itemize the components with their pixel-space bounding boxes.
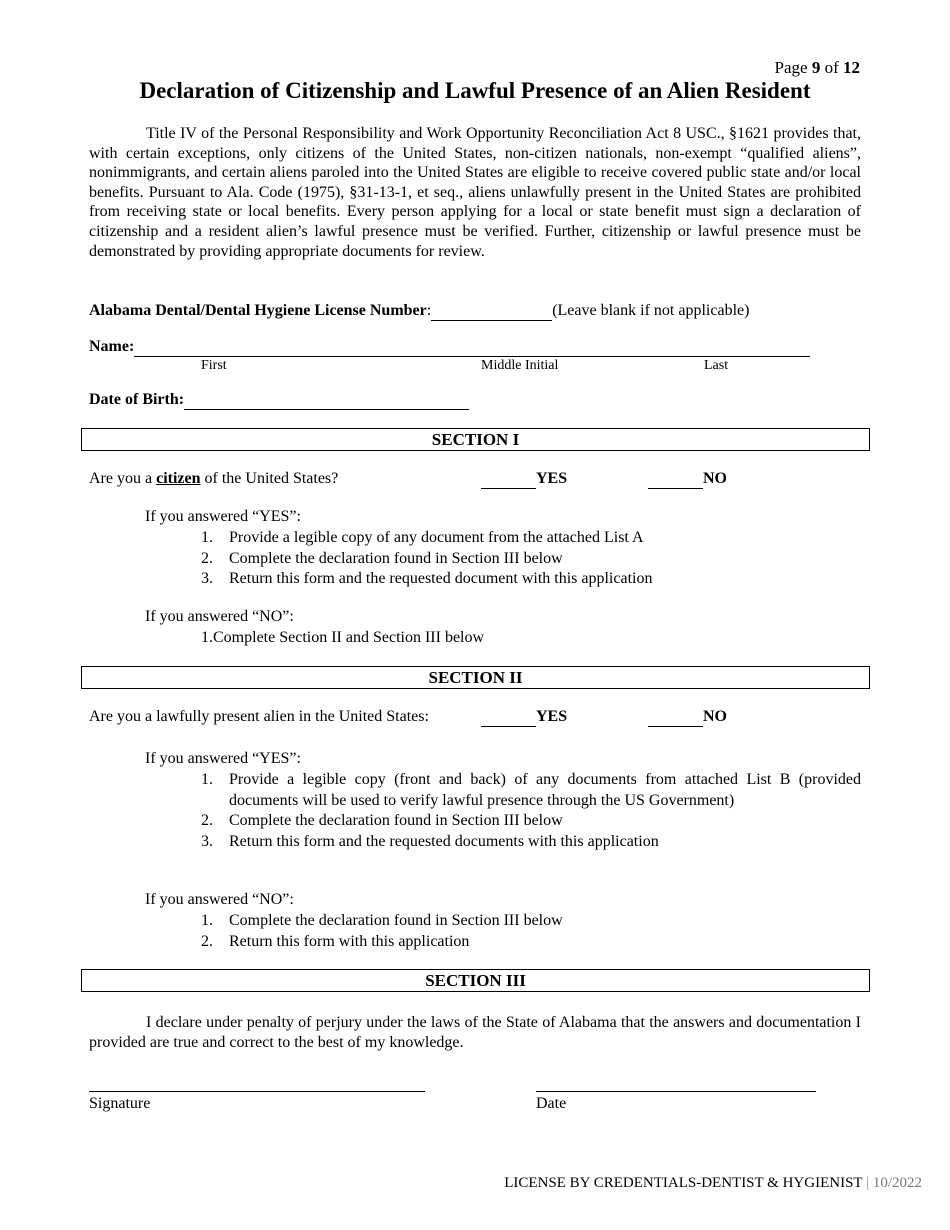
license-label: Alabama Dental/Dental Hygiene License Number (89, 302, 427, 319)
item-text: Provide a legible copy of any document from the attached List A (229, 529, 644, 546)
item-text: Return this form and the requested documents with this application (229, 832, 659, 850)
footer-date: 10/2022 (872, 1175, 922, 1191)
license-colon: : (426, 302, 432, 319)
list-item (201, 932, 861, 953)
item-text: Complete the declaration found in Section III below (229, 912, 563, 929)
name-middle-caption: Middle Initial (481, 358, 559, 373)
section-2-no-list (201, 911, 861, 952)
section-1-if-no: If you answered “NO”: (145, 608, 294, 625)
item-text: Complete the declaration found in Section III below (229, 549, 563, 567)
list-item (201, 549, 861, 570)
footer-separator: | (866, 1175, 870, 1191)
section-1-header: SECTION I (81, 428, 870, 451)
section-2-yes-list (201, 770, 861, 852)
license-number-field[interactable] (431, 302, 552, 321)
item-text: Provide a legible copy (front and back) of any documents from attached List B (provided documents will be used to verify lawful presence through the US Government) (229, 771, 861, 809)
date-caption: Date (536, 1095, 567, 1112)
item-number: 3. (201, 570, 213, 587)
dob-label: Date of Birth: (89, 391, 185, 408)
signature-caption: Signature (89, 1095, 151, 1112)
item-text: Return this form and the requested document with this application (229, 570, 653, 587)
section-3-header: SECTION III (81, 969, 870, 992)
section-2-if-no: If you answered “NO”: (145, 891, 294, 908)
section-2-no-option[interactable] (648, 708, 727, 727)
item-number: 2. (201, 812, 213, 829)
license-note: (Leave blank if not applicable) (552, 302, 750, 319)
list-item (201, 911, 861, 932)
item-number: 2. (201, 932, 213, 950)
name-field[interactable] (134, 338, 810, 357)
item-number: 3. (201, 832, 213, 850)
page-of: of (824, 58, 839, 77)
page-total: 12 (843, 58, 860, 77)
section-1-yes-option[interactable] (481, 470, 567, 489)
section-1-question (89, 470, 338, 488)
list-item (201, 569, 861, 590)
item-number: 2. (201, 549, 213, 567)
q1-post: of the United States? (200, 470, 339, 487)
date-line[interactable] (536, 1091, 816, 1092)
page-label: Page (774, 58, 808, 77)
q1-pre: Are you a (89, 470, 157, 487)
list-item (201, 832, 861, 853)
section-2-question: Are you a lawfully present alien in the United States: (89, 708, 429, 725)
yes-label: YES (536, 470, 568, 487)
license-row (89, 302, 749, 321)
intro-paragraph: Title IV of the Personal Responsibility and Work Opportunity Reconciliation Act 8 USC., §1621 provides that, with certain exceptions, only citizens of the United States, non-citizen nationals, non-exempt “qualified aliens”, nonimmigrants, and certain aliens paroled into the United States are eligible to receive covered public state and/or local benefits. Pursuant to Ala. Code (1975), §31-13-1, et seq., aliens unlawfully present in the United States are prohibited from receiving state or local benefits. Every person applying for a local or state benefit must sign a declaration of citizenship and a resident alien’s lawful presence must be verified. Further, citizenship or lawful presence must be demonstrated by providing appropriate documents for review. (89, 125, 861, 260)
footer (504, 1175, 922, 1192)
yes-blank[interactable] (481, 708, 536, 727)
section-2-if-yes: If you answered “YES”: (145, 750, 301, 767)
no-blank[interactable] (648, 708, 703, 727)
declaration-text: I declare under penalty of perjury under the laws of the State of Alabama that the answers and documentation I provided are true and correct to the best of my knowledge. (89, 1014, 861, 1051)
section-1-no-option[interactable] (648, 470, 727, 489)
section-2-header: SECTION II (81, 666, 870, 689)
section-1-if-yes: If you answered “YES”: (145, 508, 301, 525)
footer-text: LICENSE BY CREDENTIALS-DENTIST & HYGIENIST (504, 1175, 863, 1191)
section-2-yes-option[interactable] (481, 708, 567, 727)
section-1-yes-list (201, 528, 861, 590)
no-label: NO (703, 708, 727, 725)
item-text: Return this form with this application (229, 932, 470, 950)
name-last-caption: Last (704, 358, 729, 373)
no-label: NO (703, 470, 727, 487)
list-item (201, 528, 861, 549)
dob-field[interactable] (184, 391, 469, 410)
list-item (201, 811, 861, 832)
dob-row (89, 391, 469, 410)
item-number: 1. (201, 912, 213, 929)
signature-line[interactable] (89, 1091, 425, 1092)
yes-blank[interactable] (481, 470, 536, 489)
item-number: 1. (201, 529, 213, 546)
item-text: Complete the declaration found in Section III below (229, 812, 563, 829)
item-number: 1. (201, 771, 213, 788)
section-1-no-item: 1.Complete Section II and Section III below (201, 629, 485, 646)
list-item (201, 770, 861, 811)
page-current: 9 (811, 58, 821, 77)
page-number (775, 58, 860, 78)
name-label: Name: (89, 338, 135, 355)
document-title: Declaration of Citizenship and Lawful Presence of an Alien Resident (139, 78, 811, 103)
no-blank[interactable] (648, 470, 703, 489)
yes-label: YES (536, 708, 568, 725)
q1-emph: citizen (156, 470, 201, 487)
name-row (89, 338, 810, 357)
name-first-caption: First (201, 358, 227, 373)
